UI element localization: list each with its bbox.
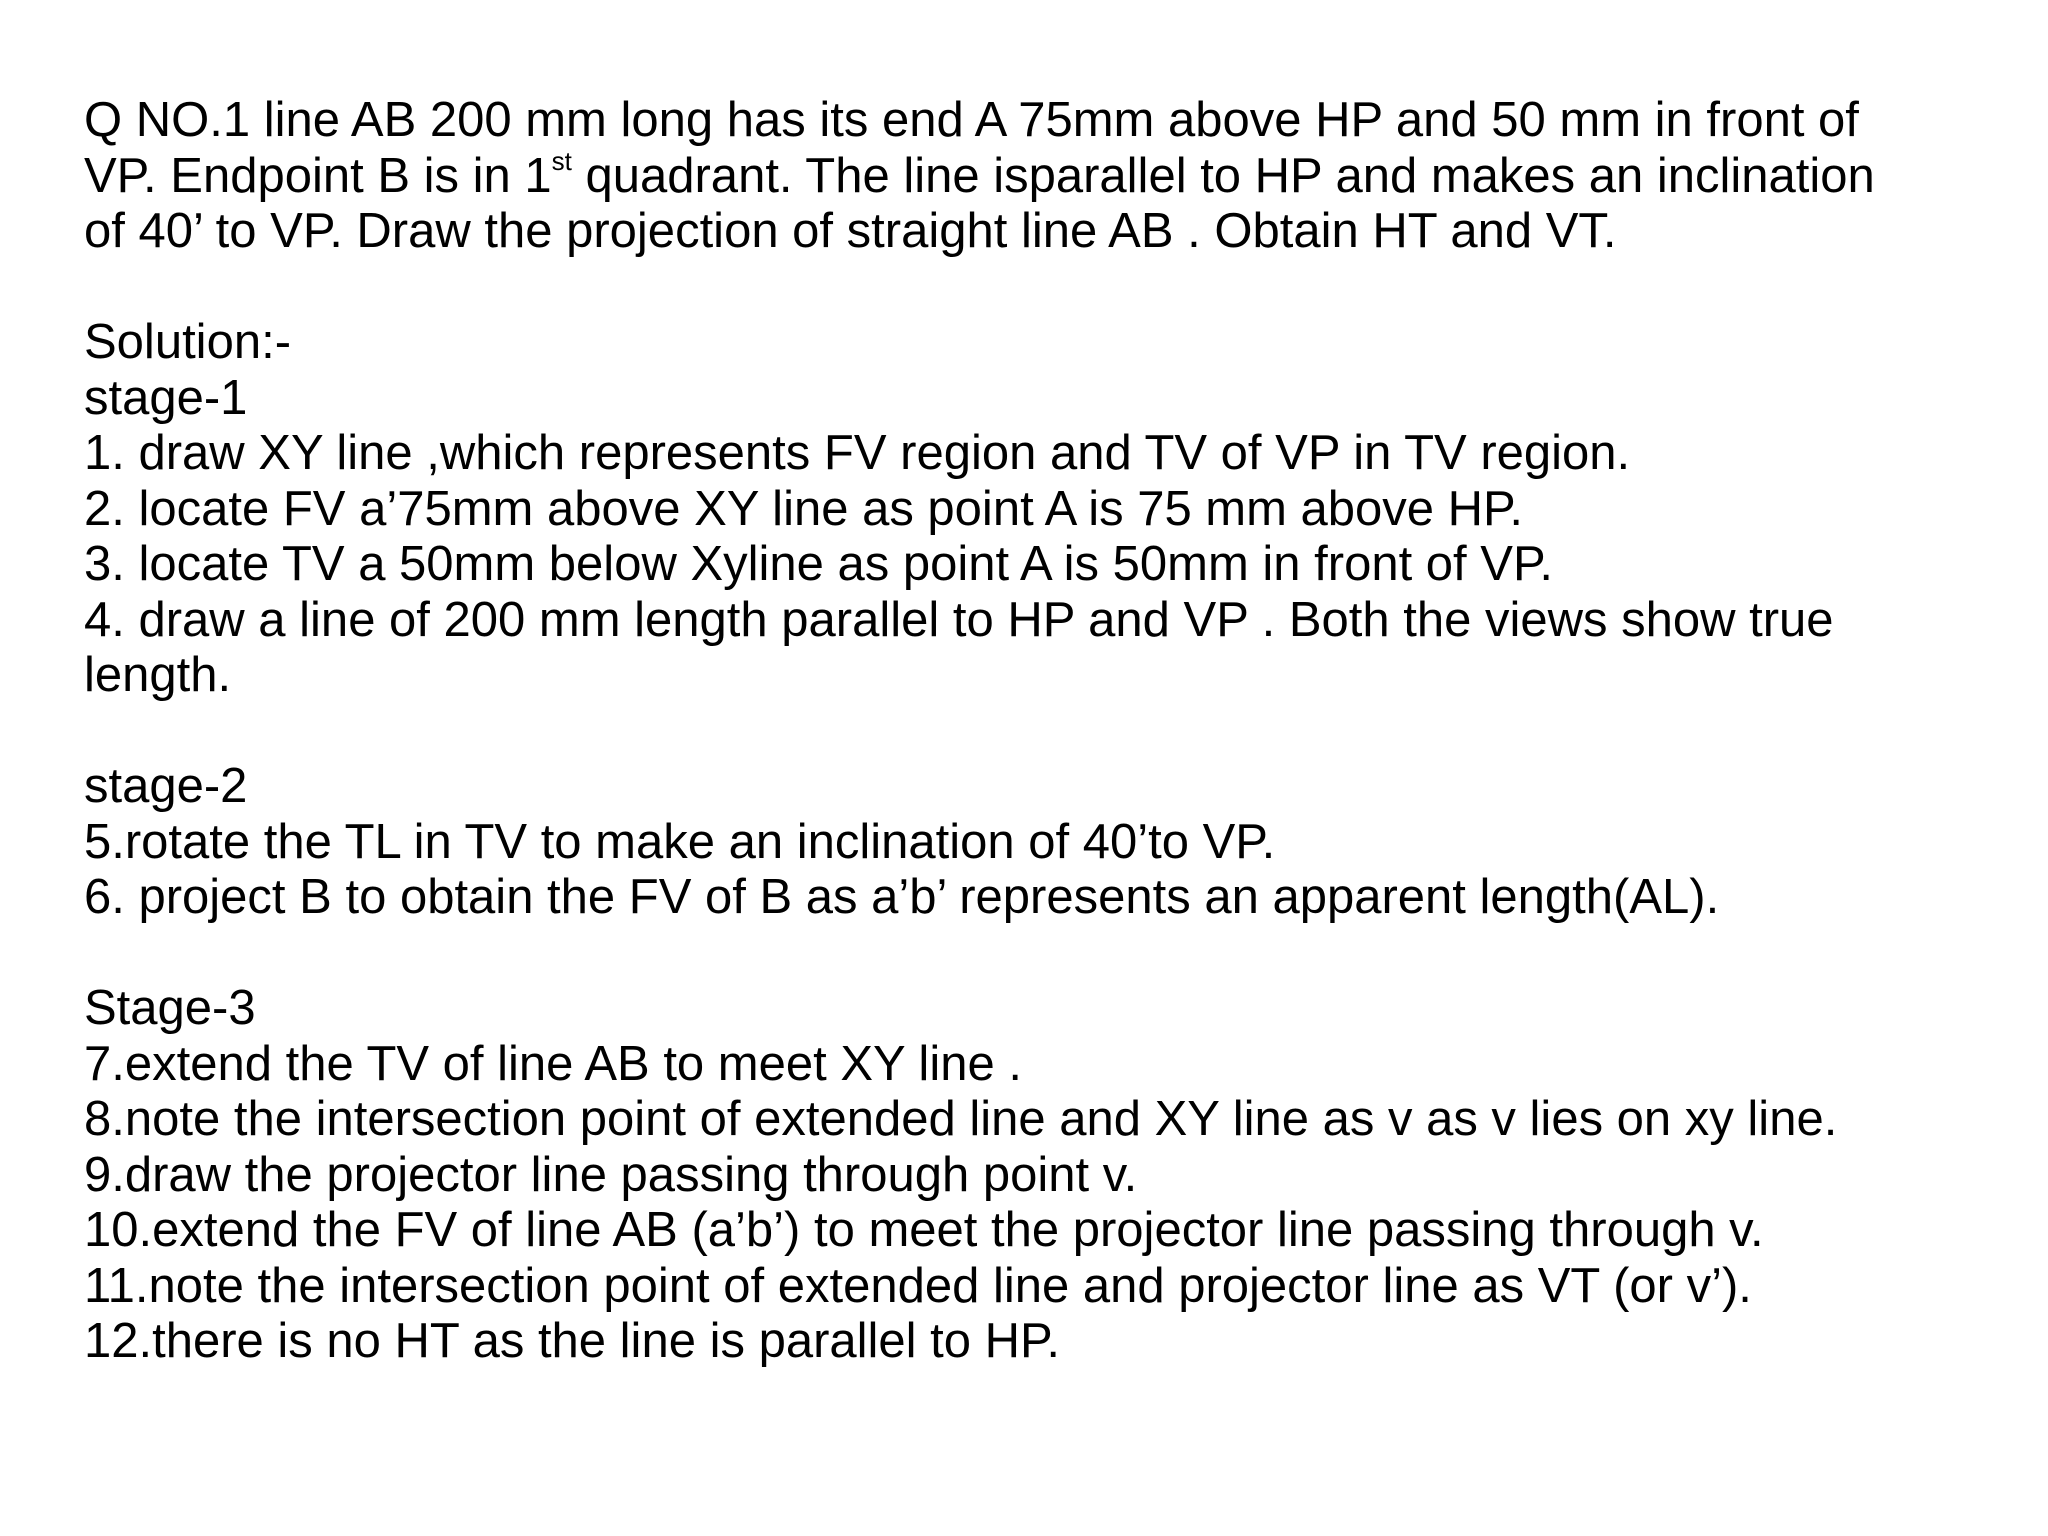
step-3: 3. locate TV a 50mm below Xyline as point A is 50mm in front of VP. <box>84 537 1553 591</box>
question-line-1: Q NO.1 line AB 200 mm long has its end A 75mm above HP and 50 mm in front of <box>84 93 1859 147</box>
spacer <box>84 926 2004 982</box>
step-1: 1. draw XY line ,which represents FV region and TV of VP in TV region. <box>84 426 1631 480</box>
step-6: 6. project B to obtain the FV of B as a’b’ represents an apparent length(AL). <box>84 870 1720 924</box>
stage-1-title: stage-1 <box>84 370 248 425</box>
step-9: 9.draw the projector line passing through point v. <box>84 1147 1138 1202</box>
step-5: 5.rotate the TL in TV to make an inclination of 40’to VP. <box>84 814 1276 869</box>
step-4-continued: length. <box>84 648 232 702</box>
question-line-3: of 40’ to VP. Draw the projection of straight line AB . Obtain HT and VT. <box>84 204 1617 258</box>
step-8: 8.note the intersection point of extended line and XY line as v as v lies on xy line. <box>84 1092 1838 1146</box>
question-line-2 <box>84 145 2004 205</box>
stage-3-title: Stage-3 <box>84 981 256 1035</box>
step-4: 4. draw a line of 200 mm length parallel to HP and VP . Both the views show true <box>84 592 1834 647</box>
spacer <box>84 260 2004 316</box>
slide-text-body <box>84 93 2004 1370</box>
stage-2-title: stage-2 <box>84 759 248 813</box>
step-11: 11.note the intersection point of extended line and projector line as VT (or v’). <box>84 1258 1752 1313</box>
question-line-2-end: quadrant. The line isparallel to HP and makes an inclination <box>571 148 1875 203</box>
ordinal-superscript: st <box>551 145 572 176</box>
spacer <box>84 704 2004 760</box>
question-line-2-start: VP. Endpoint B is in 1 <box>84 148 552 203</box>
step-10: 10.extend the FV of line AB (a’b’) to meet the projector line passing through v. <box>84 1203 1764 1257</box>
solution-heading: Solution:- <box>84 315 292 369</box>
step-2: 2. locate FV a’75mm above XY line as point A is 75 mm above HP. <box>84 481 1524 536</box>
step-12: 12.there is no HT as the line is parallel to HP. <box>84 1314 1061 1368</box>
step-7: 7.extend the TV of line AB to meet XY line . <box>84 1036 1022 1091</box>
